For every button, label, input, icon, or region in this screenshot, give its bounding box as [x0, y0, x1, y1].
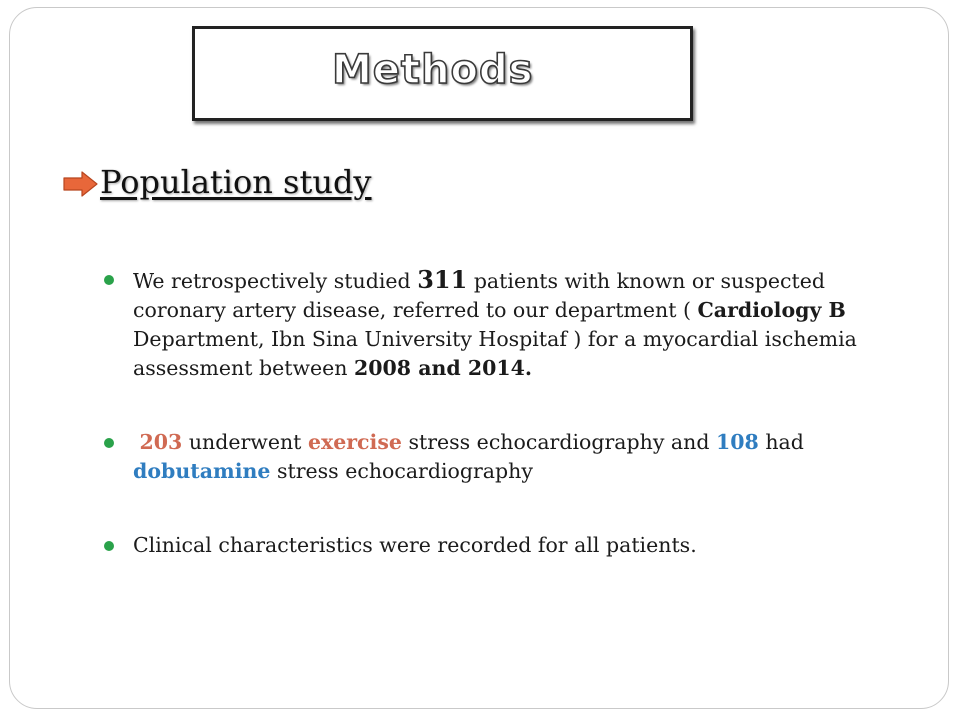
text: had — [758, 430, 804, 454]
title-box — [192, 26, 693, 121]
bullet-study-description — [104, 265, 904, 383]
period: . — [524, 356, 533, 380]
text: Clinical characteristics were recorded for all patients. — [133, 533, 697, 557]
text: stress echocardiography — [270, 459, 533, 483]
section-heading: Population study — [100, 163, 372, 201]
bullet-dot — [104, 275, 114, 285]
text: patients with known or suspected coronary artery disease, referred to our department ( — [133, 269, 825, 322]
bullet-clinical-characteristics — [104, 531, 904, 560]
exercise-count: 203 — [139, 430, 183, 454]
department-name: Cardiology B — [697, 298, 846, 322]
bullet-stress-types — [104, 428, 904, 486]
text: underwent — [182, 430, 308, 454]
patient-count: 311 — [417, 265, 468, 294]
bullet-dot — [104, 541, 114, 551]
dobutamine-word: dobutamine — [133, 459, 271, 483]
start-year: 2008 — [354, 356, 412, 380]
slide-title: Methods — [332, 47, 534, 93]
exercise-word: exercise — [307, 430, 402, 454]
bullet-dot — [104, 438, 114, 448]
end-year: 2014 — [467, 356, 525, 380]
and-word: and — [411, 356, 468, 380]
dobutamine-count: 108 — [716, 430, 759, 454]
right-arrow-icon — [63, 171, 99, 197]
text: stress echocardiography and — [401, 430, 716, 454]
bullet-list — [104, 265, 904, 560]
text: Department, Ibn Sina University Hospitaf ) for a myocardial ischemia assessment between — [133, 327, 857, 380]
text: We retrospectively studied — [133, 269, 418, 293]
